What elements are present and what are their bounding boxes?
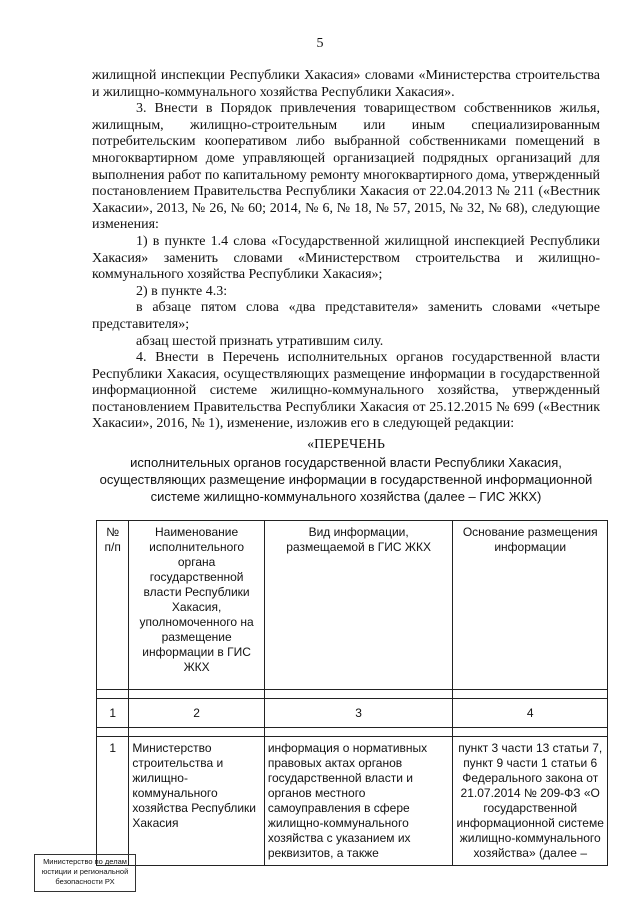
paragraph-item-4: 4. Внести в Перечень исполнительных органов государственной власти Республики Хакасия, осуществляющих размещение информации в государственной информационной системе жилищно-коммунального хозяйства, утвержденный постановлением Правительства Республики Хакасия от 25.12.2015 № 699 («Вестник Хакасии», 2016, № 1), изменение, изложив его в следующей редакции: xyxy=(92,350,600,432)
column-number: 3 xyxy=(264,699,453,728)
document-body xyxy=(92,68,600,505)
header-info-type: Вид информации, размещаемой в ГИС ЖКХ xyxy=(264,521,453,690)
page-number: 5 xyxy=(316,36,324,51)
list-title: «ПЕРЕЧЕНЬ xyxy=(307,437,385,453)
row-organ: Министерство строительства и жилищно-коммунального хозяйства Республики Хакасия xyxy=(129,737,264,866)
list-subtitle: исполнительных органов государственной власти Республики Хакасия, осуществляющих размещение информации в государственной информационной системе жилищно-коммунального хозяйства (далее – ГИС ЖКХ) xyxy=(99,454,593,504)
paragraph-subitem-2: 2) в пункте 4.3: xyxy=(136,283,228,299)
stamp-line: безопасности РХ xyxy=(55,877,115,886)
stamp-line: Министерство по делам xyxy=(43,857,127,866)
column-number: 4 xyxy=(453,699,608,728)
paragraph-continuation: жилищной инспекции Республики Хакасия» словами «Министерства строительства и жилищно-коммунального хозяйства Республики Хакасия». xyxy=(92,68,600,100)
paragraph-subitem-1: 1) в пункте 1.4 слова «Государственной жилищной инспекцией Республики Хакасия» заменить словами «Министерством строительства и жилищно-коммунального хозяйства Республики Хакасия»; xyxy=(92,233,600,283)
paragraph-item-3: 3. Внести в Порядок привлечения товариществом собственников жилья, жилищным, жилищно-строительным или иным специализированным потребительским кооперативом либо выбранной собственниками помещений в многоквартирном доме управляющей организацией подрядных организаций для выполнения работ по капитальному ремонту многоквартирного дома, утвержденный постановлением Правительства Республики Хакасия от 22.04.2013 № 211 («Вестник Хакасии», 2013, № 26, № 60; 2014, № 6, № 18, № 57, 2015, № 32, № 68), следующие изменения: xyxy=(92,101,600,233)
organs-table xyxy=(96,520,608,866)
row-info-type: информация о нормативных правовых актах органов государственной власти и органов местного самоуправления в сфере жилищно-коммунального хозяйства с указанием их реквизитов, а также xyxy=(264,737,453,866)
registration-stamp xyxy=(34,854,136,892)
table-spacer xyxy=(97,690,608,699)
header-number: № п/п xyxy=(97,521,129,690)
paragraph-abzac-5: в абзаце пятом слова «два представителя» заменить словами «четыре представителя»; xyxy=(92,300,600,332)
header-organ: Наименование исполнительного органа государственной власти Республики Хакасия, уполномоченного на размещение информации в ГИС ЖКХ xyxy=(129,521,264,690)
row-number: 1 xyxy=(97,737,129,866)
stamp-line: юстиции и региональной xyxy=(41,867,129,876)
column-number: 2 xyxy=(129,699,264,728)
column-number-row xyxy=(97,699,608,728)
paragraph-abzac-6: абзац шестой признать утратившим силу. xyxy=(136,333,384,349)
table-header-row xyxy=(97,521,608,690)
header-basis: Основание размещения информации xyxy=(453,521,608,690)
table-row xyxy=(97,737,608,866)
column-number: 1 xyxy=(97,699,129,728)
row-basis: пункт 3 части 13 статьи 7, пункт 9 части 1 статьи 6 Федерального закона от 21.07.2014 № 209-ФЗ «О государственной информационной системе жилищно-коммунального хозяйства» (далее – xyxy=(453,737,608,866)
table-spacer xyxy=(97,728,608,737)
